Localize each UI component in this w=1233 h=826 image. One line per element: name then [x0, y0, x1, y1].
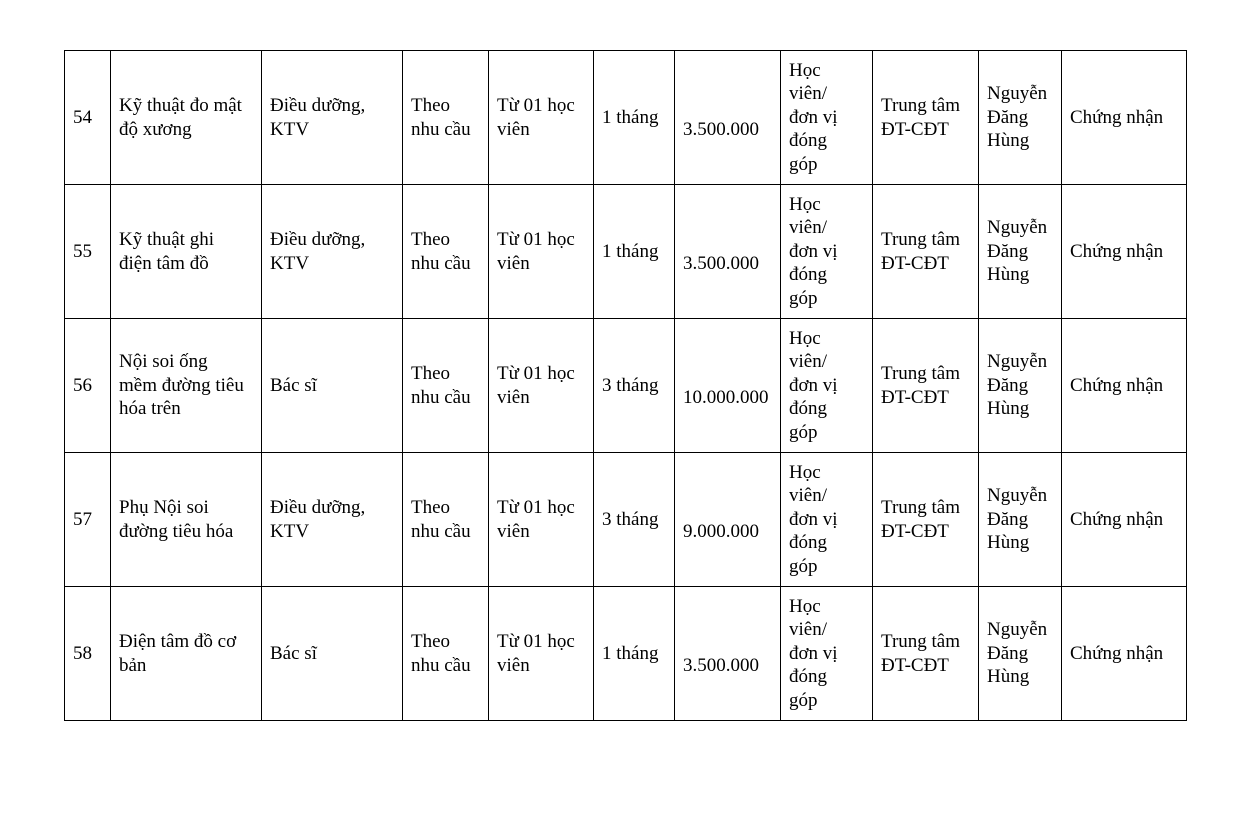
- cell-payer: [781, 319, 873, 453]
- cell-fee: [675, 587, 781, 721]
- cell-certificate-text: Chứng nhận: [1070, 106, 1164, 128]
- cell-payer: [781, 587, 873, 721]
- cell-duration: [594, 185, 675, 319]
- cell-payer-line: viên/: [789, 351, 827, 373]
- cell-organizer-line: Trung tâm: [881, 497, 961, 518]
- cell-person-in-charge-line: Đăng: [987, 508, 1029, 530]
- cell-demand: [403, 319, 489, 453]
- cell-duration-text: 1 tháng: [602, 106, 659, 128]
- cell-person-in-charge-line: Nguyễn: [987, 619, 1048, 641]
- cell-stt: [65, 51, 111, 185]
- cell-demand-line: nhu cầu: [411, 118, 471, 140]
- cell-organizer: [873, 587, 979, 721]
- cell-payer-line: đơn vị: [789, 508, 838, 530]
- cell-payer-line: đóng: [789, 532, 827, 554]
- cell-payer-line: đóng: [789, 130, 827, 152]
- cell-person-in-charge-line: Đăng: [987, 642, 1029, 664]
- cell-course-name-line: Nội soi ống: [119, 351, 208, 373]
- cell-organizer-line: ĐT-CĐT: [881, 118, 949, 140]
- cell-payer-line: đơn vị: [789, 240, 838, 262]
- cell-fee-text: 9.000.000: [683, 520, 759, 542]
- cell-duration-text: 3 tháng: [602, 374, 659, 396]
- table-body: [65, 51, 1187, 721]
- cell-certificate-text: Chứng nhận: [1070, 240, 1164, 262]
- cell-organizer-line: Trung tâm: [881, 631, 961, 652]
- cell-duration-text: 3 tháng: [602, 508, 659, 530]
- cell-payer: [781, 51, 873, 185]
- table-row: [65, 319, 1187, 453]
- cell-certificate: [1062, 587, 1187, 721]
- cell-stt: [65, 587, 111, 721]
- cell-organizer-line: ĐT-CĐT: [881, 520, 949, 542]
- cell-course-name-line: bản: [119, 654, 147, 676]
- cell-payer: [781, 185, 873, 319]
- cell-demand: [403, 51, 489, 185]
- cell-min-students-line: Từ 01 học: [497, 497, 575, 518]
- cell-stt: [65, 185, 111, 319]
- table-row: [65, 185, 1187, 319]
- training-course-table: [64, 50, 1187, 721]
- cell-person-in-charge-line: Nguyễn: [987, 217, 1048, 239]
- cell-organizer-line: Trung tâm: [881, 95, 961, 116]
- cell-duration-text: 1 tháng: [602, 240, 659, 262]
- cell-organizer-line: Trung tâm: [881, 363, 961, 384]
- cell-person-in-charge: [979, 453, 1062, 587]
- cell-certificate: [1062, 51, 1187, 185]
- cell-stt-text: 57: [73, 508, 92, 530]
- cell-organizer: [873, 319, 979, 453]
- cell-demand-line: nhu cầu: [411, 252, 471, 274]
- cell-payer-line: Học: [789, 193, 821, 215]
- cell-certificate: [1062, 319, 1187, 453]
- cell-stt: [65, 319, 111, 453]
- cell-target-line: Bác sĩ: [270, 374, 317, 396]
- cell-course-name-line: điện tâm đồ: [119, 252, 209, 274]
- cell-person-in-charge-line: Hùng: [987, 264, 1030, 286]
- cell-payer-line: đơn vị: [789, 106, 838, 128]
- cell-target-line: KTV: [270, 520, 310, 542]
- cell-person-in-charge-line: Hùng: [987, 666, 1030, 688]
- cell-fee-text: 10.000.000: [683, 386, 769, 408]
- cell-person-in-charge: [979, 185, 1062, 319]
- cell-duration: [594, 51, 675, 185]
- cell-payer-line: viên/: [789, 619, 827, 641]
- cell-payer-line: đóng: [789, 398, 827, 420]
- cell-demand: [403, 587, 489, 721]
- cell-duration: [594, 453, 675, 587]
- cell-demand-line: Theo: [411, 363, 451, 384]
- cell-certificate-text: Chứng nhận: [1070, 508, 1164, 530]
- cell-payer-line: Học: [789, 59, 821, 81]
- cell-demand: [403, 185, 489, 319]
- cell-payer-line: góp: [789, 689, 818, 711]
- table-row: [65, 453, 1187, 587]
- cell-payer-line: góp: [789, 153, 818, 175]
- cell-person-in-charge: [979, 319, 1062, 453]
- cell-min-students-line: viên: [497, 252, 530, 274]
- cell-min-students: [489, 587, 594, 721]
- cell-course-name-line: độ xương: [119, 118, 192, 140]
- cell-min-students: [489, 185, 594, 319]
- cell-organizer: [873, 453, 979, 587]
- cell-organizer: [873, 185, 979, 319]
- cell-min-students-line: viên: [497, 520, 530, 542]
- cell-organizer-line: Trung tâm: [881, 229, 961, 250]
- cell-organizer: [873, 51, 979, 185]
- cell-min-students-line: Từ 01 học: [497, 363, 575, 384]
- cell-demand-line: nhu cầu: [411, 654, 471, 676]
- cell-stt-text: 56: [73, 374, 92, 396]
- table-row: [65, 587, 1187, 721]
- cell-payer-line: viên/: [789, 485, 827, 507]
- cell-person-in-charge-line: Hùng: [987, 398, 1030, 420]
- cell-target: [262, 51, 403, 185]
- cell-organizer-line: ĐT-CĐT: [881, 386, 949, 408]
- cell-payer-line: Học: [789, 595, 821, 617]
- cell-target-line: Điều dưỡng,: [270, 95, 366, 116]
- cell-min-students-line: Từ 01 học: [497, 229, 575, 250]
- cell-fee-text: 3.500.000: [683, 118, 759, 140]
- cell-demand-line: Theo: [411, 631, 451, 652]
- cell-person-in-charge-line: Đăng: [987, 240, 1029, 262]
- cell-course-name-line: Điện tâm đồ cơ: [119, 631, 237, 652]
- cell-demand: [403, 453, 489, 587]
- cell-min-students-line: viên: [497, 654, 530, 676]
- cell-min-students-line: viên: [497, 118, 530, 140]
- cell-course-name: [111, 51, 262, 185]
- cell-demand-line: nhu cầu: [411, 520, 471, 542]
- cell-target-line: KTV: [270, 118, 310, 140]
- cell-person-in-charge: [979, 587, 1062, 721]
- cell-course-name: [111, 453, 262, 587]
- cell-course-name-line: Phụ Nội soi: [119, 497, 209, 518]
- cell-course-name: [111, 185, 262, 319]
- cell-payer-line: đơn vị: [789, 374, 838, 396]
- cell-payer-line: đóng: [789, 264, 827, 286]
- cell-payer-line: đơn vị: [789, 642, 838, 664]
- cell-course-name-line: đường tiêu hóa: [119, 520, 234, 542]
- cell-stt-text: 55: [73, 240, 92, 262]
- cell-person-in-charge-line: Hùng: [987, 532, 1030, 554]
- cell-min-students-line: Từ 01 học: [497, 631, 575, 652]
- cell-certificate: [1062, 185, 1187, 319]
- cell-min-students-line: Từ 01 học: [497, 95, 575, 116]
- cell-duration-text: 1 tháng: [602, 642, 659, 664]
- cell-payer-line: viên/: [789, 217, 827, 239]
- cell-duration: [594, 587, 675, 721]
- cell-stt-text: 58: [73, 642, 92, 664]
- cell-stt-text: 54: [73, 106, 92, 128]
- cell-demand-line: nhu cầu: [411, 386, 471, 408]
- cell-target: [262, 453, 403, 587]
- cell-person-in-charge-line: Nguyễn: [987, 83, 1048, 105]
- cell-person-in-charge-line: Đăng: [987, 374, 1029, 396]
- cell-target-line: Điều dưỡng,: [270, 497, 366, 518]
- cell-payer-line: viên/: [789, 83, 827, 105]
- cell-payer-line: góp: [789, 555, 818, 577]
- cell-payer-line: góp: [789, 287, 818, 309]
- cell-payer-line: Học: [789, 327, 821, 349]
- cell-target: [262, 185, 403, 319]
- cell-min-students: [489, 453, 594, 587]
- cell-target-line: Điều dưỡng,: [270, 229, 366, 250]
- cell-course-name-line: Kỹ thuật đo mật: [119, 95, 242, 116]
- cell-course-name-line: hóa trên: [119, 398, 181, 420]
- cell-demand-line: Theo: [411, 95, 451, 116]
- cell-fee: [675, 453, 781, 587]
- cell-payer-line: Học: [789, 461, 821, 483]
- cell-course-name-line: Kỹ thuật ghi: [119, 229, 214, 250]
- cell-demand-line: Theo: [411, 497, 451, 518]
- cell-fee-text: 3.500.000: [683, 252, 759, 274]
- cell-demand-line: Theo: [411, 229, 451, 250]
- cell-payer: [781, 453, 873, 587]
- cell-duration: [594, 319, 675, 453]
- cell-payer-line: góp: [789, 421, 818, 443]
- cell-certificate-text: Chứng nhận: [1070, 374, 1164, 396]
- cell-min-students: [489, 319, 594, 453]
- cell-certificate: [1062, 453, 1187, 587]
- cell-person-in-charge-line: Đăng: [987, 106, 1029, 128]
- cell-stt: [65, 453, 111, 587]
- cell-target-line: KTV: [270, 252, 310, 274]
- cell-certificate-text: Chứng nhận: [1070, 642, 1164, 664]
- cell-person-in-charge: [979, 51, 1062, 185]
- cell-payer-line: đóng: [789, 666, 827, 688]
- cell-person-in-charge-line: Nguyễn: [987, 351, 1048, 373]
- cell-min-students-line: viên: [497, 386, 530, 408]
- table-row: [65, 51, 1187, 185]
- cell-fee: [675, 51, 781, 185]
- cell-person-in-charge-line: Hùng: [987, 130, 1030, 152]
- cell-min-students: [489, 51, 594, 185]
- cell-person-in-charge-line: Nguyễn: [987, 485, 1048, 507]
- cell-course-name: [111, 587, 262, 721]
- cell-fee: [675, 319, 781, 453]
- cell-target: [262, 319, 403, 453]
- cell-organizer-line: ĐT-CĐT: [881, 252, 949, 274]
- cell-course-name-line: mềm đường tiêu: [119, 374, 244, 396]
- cell-organizer-line: ĐT-CĐT: [881, 654, 949, 676]
- cell-target-line: Bác sĩ: [270, 642, 317, 664]
- cell-target: [262, 587, 403, 721]
- cell-course-name: [111, 319, 262, 453]
- cell-fee-text: 3.500.000: [683, 654, 759, 676]
- cell-fee: [675, 185, 781, 319]
